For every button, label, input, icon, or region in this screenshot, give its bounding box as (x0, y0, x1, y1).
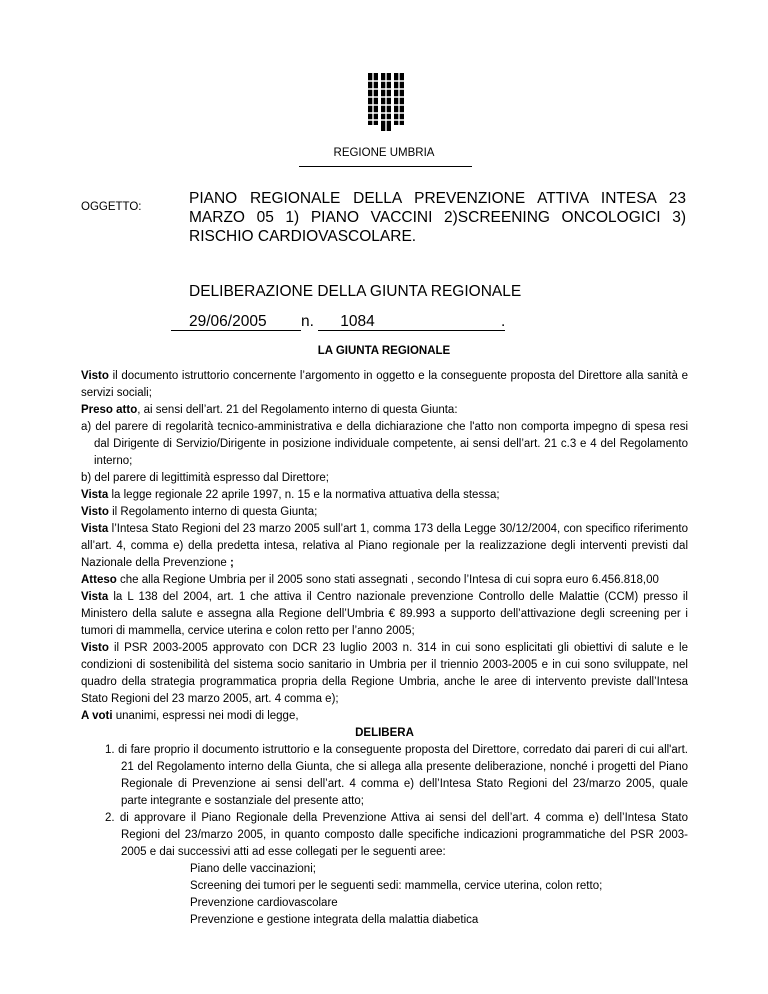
oggetto-label: OGGETTO: (81, 201, 142, 213)
numbered-item: 2. di approvare il Piano Regionale della Prevenzione Attiva ai sensi del dell’art. 4 comma e) dell’Intesa Stato Regioni del 23/marzo 2005, in quanto composto dalle specifiche indicazioni programmatiche del PSR 2003-2005 e dai successivi atti ad esse collegati per le seguenti aree: (105, 812, 688, 858)
area-item: Screening dei tumori per le seguenti sedi: mammella, cervice uterina, colon retto; (190, 880, 603, 892)
numbered-item: 1. di fare proprio il documento istruttorio e la conseguente proposta del Direttore, corredato dai pareri di cui all'art. 21 del Regolamento interno della Giunta, che si allega alla presente deliberazione, nonché i progetti del Piano Regionale di Prevenzione ai sensi dell’art. 4 comma e) dell’Intesa Stato Regioni del 23/marzo 2005, quale parte integrante e sostanziale del presente atto; (105, 744, 688, 807)
paragraph: Vista la legge regionale 22 aprile 1997, n. 15 e la normativa attuativa della stessa; (81, 489, 500, 501)
paragraph: Visto il documento istruttorio concernente l’argomento in oggetto e la conseguente proposta del Direttore alla sanità e servizi sociali; (81, 370, 688, 399)
deliberation-date: 29/06/2005 (171, 313, 301, 331)
list-item-b: b) del parere di legittimità espresso dal Direttore; (81, 472, 330, 484)
paragraph: Visto il Regolamento interno di questa Giunta; (81, 506, 318, 518)
header-divider (299, 166, 472, 167)
section-heading: LA GIUNTA REGIONALE (317, 345, 451, 357)
paragraph: Atteso che alla Regione Umbria per il 2005 sono stati assegnati , secondo l’Intesa di cui sopra euro 6.456.818,00 (81, 574, 659, 586)
deliberation-title: DELIBERAZIONE DELLA GIUNTA REGIONALE (189, 283, 522, 300)
oggetto-text: PIANO REGIONALE DELLA PREVENZIONE ATTIVA INTESA 23 MARZO 05 1) PIANO VACCINI 2)SCREENING ONCOLOGICI 3) RISCHIO CARDIOVASCOLARE. (189, 190, 686, 245)
paragraph: Vista la L 138 del 2004, art. 1 che attiva il Centro nazionale prevenzione Controllo delle Malattie (CCM) presso il Ministero della salute e assegna alla Regione dell’Umbria € 89.993 a supporto dell’attivazione degli screening per i tumori di mammella, cervice uterina e colon retto per l’anno 2005; (81, 591, 688, 637)
region-name: REGIONE UMBRIA (333, 147, 435, 159)
area-item: Piano delle vaccinazioni; (190, 863, 316, 875)
paragraph: A voti unanimi, espressi nei modi di legge, (81, 710, 299, 722)
number-label: n. (301, 313, 314, 330)
number-end: . (435, 313, 505, 331)
list-item-a: a) del parere di regolarità tecnico-amministrativa e della dichiarazione che l'atto non comporta impegno di spesa resi dal Dirigente di Servizio/Dirigente in posizione individuale competente, ai sensi dell’art. 21 c.3 e 4 del Regolamento interno; (81, 421, 688, 467)
document-body (81, 368, 688, 929)
paragraph: Visto il PSR 2003-2005 approvato con DCR 23 luglio 2003 n. 314 in cui sono esplicitati gli obiettivi di salute e le condizioni di sostenibilità del sistema socio sanitario in Umbria per il triennio 2003-2005 e in cui sono sviluppate, nel quadro della strategia programmatica propria della Regione Umbria, anche le aree di intervento previste dall’Intesa Stato Regioni del 23 marzo 2005, art. 4 comma e); (81, 642, 688, 705)
deliberation-number: 1084 (318, 313, 435, 331)
paragraph: Vista l’Intesa Stato Regioni del 23 marzo 2005 sull’art 1, comma 173 della Legge 30/12/2004, con specifico riferimento all’art. 4, comma e) della predetta intesa, relativa al Piano regionale per la realizzazione degli interventi previsti dal Nazionale della Prevenzione ; (81, 523, 688, 569)
paragraph: Preso atto, ai sensi dell’art. 21 del Regolamento interno di questa Giunta: (81, 404, 458, 416)
regione-umbria-emblem-icon (366, 73, 406, 131)
area-item: Prevenzione cardiovascolare (190, 897, 338, 909)
area-item: Prevenzione e gestione integrata della malattia diabetica (190, 914, 479, 926)
delibera-heading: DELIBERA (355, 727, 414, 739)
deliberation-number-line (171, 313, 505, 331)
